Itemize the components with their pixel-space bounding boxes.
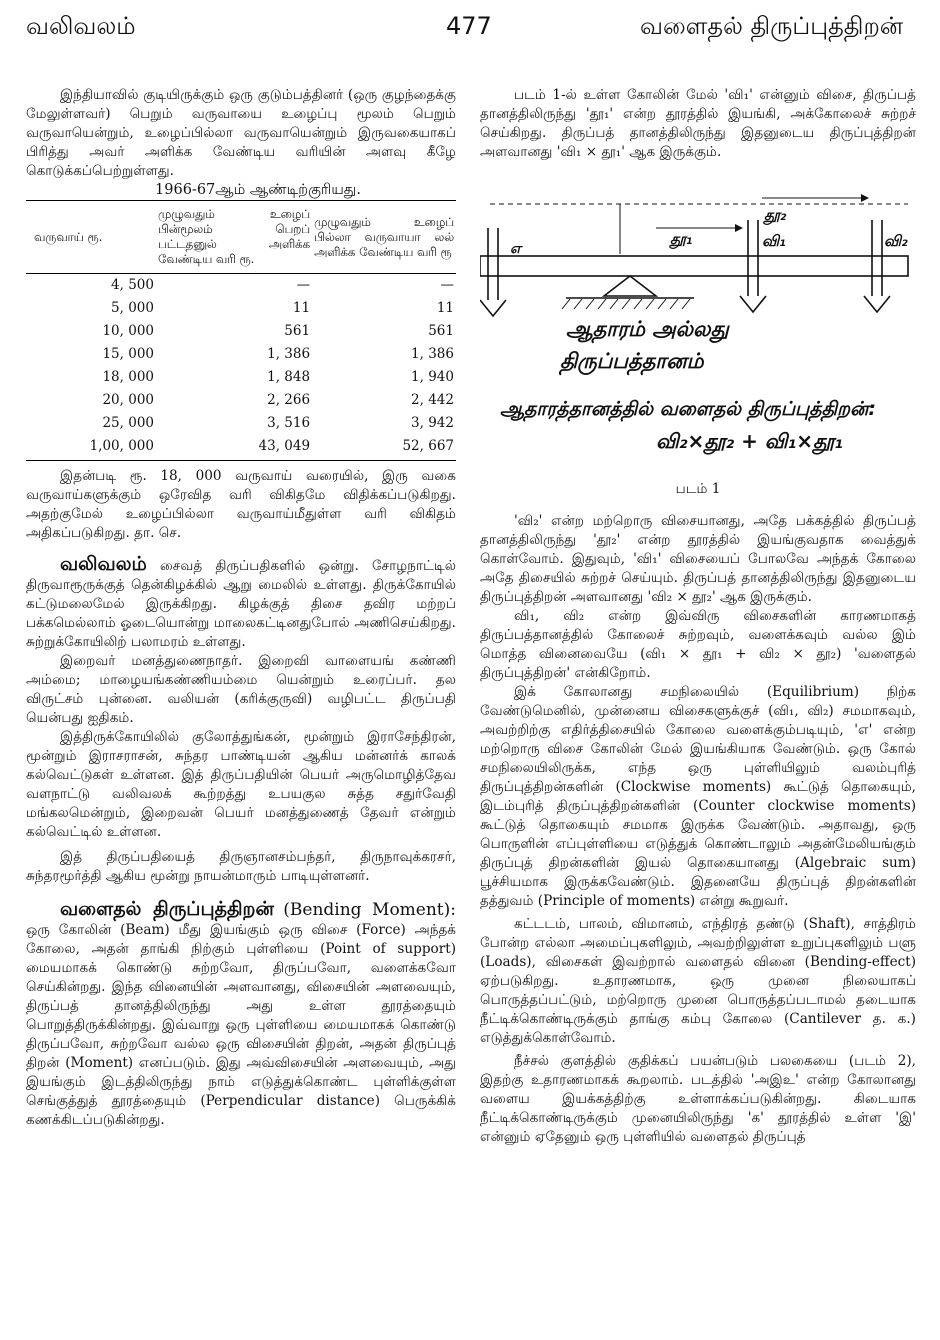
right-p2: 'வி₂' என்ற மற்றொரு விசையானது, அதே பக்கத்தில் திருப்பத் தானத்திலிருந்து 'தூ₂' என்ற தூரத்தில் இயங்குவதாக வைத்துக் கொள்வோம். இதுவும், 'வி₁' விசையைப் போலவே அந்தக் கோலை அதே திசையில் சுற்றச் செய்யும். திருப்பத் தானத்திலிருந்து இதனுடைய திருப்புத்திறன் அளவானது 'வி₂ × தூ₂' ஆக இருக்கும். bbox=[480, 513, 916, 605]
cell-earned-tax: 2, 266 bbox=[267, 392, 311, 408]
tax-table bbox=[26, 200, 456, 461]
valivalam-entry-p3: இத்திருக்கோயிலில் குலோத்துங்கன், மூன்றும் இராசேந்திரன், மூன்றும் இராசராசன், சுந்தர பாண்டியன் ஆகிய மன்னர்க் காலக் கல்வெட்டுகள் உள்ளன. இத் திருப்பதியின் பெயர் அருமொழித்தேவ வளநாட்டு வலிவலக் கூற்றத்து உபயகுல சுத்த சதுர்வேதி மங்கலமென்றும், இறைவன் பெயர் மனத்துணைத் தேவர் என்றும் கல்வெட்டில் உள்ளன. bbox=[26, 729, 456, 840]
cell-income: 4, 500 bbox=[111, 277, 154, 293]
table-header-row bbox=[26, 201, 456, 274]
cell-unearned-tax: 11 bbox=[436, 300, 454, 316]
cell-income: 10, 000 bbox=[102, 323, 154, 339]
table-row bbox=[26, 412, 456, 435]
page-number: 477 bbox=[446, 12, 492, 40]
formula-line-1: ஆதாரத்தானத்தில் வளைதல் திருப்புத்திறன்: bbox=[500, 398, 877, 420]
left-column bbox=[26, 86, 456, 1130]
table-row bbox=[26, 435, 456, 461]
right-p5: கட்டடம், பாலம், விமானம், எந்திரத் தண்டு (Shaft), சாத்திரம் போன்ற எல்லா அமைப்புகளிலும், அவற்றிலுள்ள உறுப்புகளிலும் பளு (Loads), விசைகள் இவற்றால் வளைதல் வினை (Bending-effect) ஏற்படுகிறது. உதாரணமாக, ஒரு முனை நிலையாகப் பொருத்தப்பட்டும், மற்றொரு முனை பொருத்தப்படாமல் தடையாக நீட்டிக்கொண்டிருக்கும் தாங்கு கம்பு கோலை (Cantilever த. க.) எடுத்துக்கொள்வோம். bbox=[480, 916, 916, 1046]
table-row bbox=[26, 274, 456, 298]
cell-income: 18, 000 bbox=[102, 369, 154, 385]
bending-entry bbox=[26, 900, 456, 1130]
right-column bbox=[480, 86, 916, 1147]
cell-income: 5, 000 bbox=[111, 300, 154, 316]
tax-conclusion: இதன்படி ரூ. 18, 000 வருவாய் வரையில், இரு வகை வருவாய்களுக்கும் ஒரேவித வரி விகிதமே விதிக்கப்படுகிறது. அதற்குமேல் உழைப்பில்லா வருவாய்மீதுள்ள வரி விகிதம் அதிகப்படுகிறது. தா. செ. bbox=[26, 468, 456, 541]
running-head-left: வலிவலம் bbox=[26, 12, 136, 40]
support-caption-1: ஆதாரம் அல்லது bbox=[566, 317, 729, 341]
support-caption-2: திருப்பத்தானம் bbox=[560, 349, 704, 373]
cell-earned-tax: 3, 516 bbox=[267, 415, 311, 431]
running-head-right: வளைதல் திருப்புத்திறன் bbox=[640, 12, 904, 40]
col-header-earned: முழுவதும் உழைப் பின்மூலம் பெறப் பட்டதனுல் அளிக்க வேண்டிய வரி ரூ. bbox=[156, 201, 312, 274]
label-too1: தூ₁ bbox=[670, 230, 693, 248]
right-p4: இக் கோலானது சமநிலையில் (Equilibrium) நிற்க வேண்டுமெனில், முன்னைய விசைகளுக்குச் (வி₁, வி₂) சமமாகவும், அவற்றிற்கு எதிர்த்திசையில் கோலை வளைக்கும்படியும், 'எ' என்ற மற்றொரு விசை கோலின் மேல் இயங்கியாக வேண்டும். ஒரு கோல் சமநிலையிலிருக்க, எந்த ஒரு புள்ளியிலும் வலம்புரித் திருப்புத்திறன்களின் (Clockwise moments) கூட்டுத் தொகையும், இடம்புரித் திருப்புத்திறன்களின் (Counter clockwise moments) கூட்டுத் தொகையும் சமமாக இருக்க வேண்டும். அதாவது, ஒரு பொருளின் எப்புள்ளியை எடுத்துக் கொண்டாலும் அதன்மேலியங்கும் திருப்புத் திறன்களின் இயல் தொகையானது (Algebraic sum) பூச்சியமாக இருக்கவேண்டும். இதனையே திருப்புத் திறன்களின் தத்துவம் (Principle of moments) என்று கூறுவர். bbox=[480, 684, 916, 909]
table-row bbox=[26, 389, 456, 412]
valivalam-entry-p2: இறைவர் மனத்துணைநாதர். இறைவி வாளையங் கண்ணி அம்மை; மாழையங்கண்ணியம்மை யென்றும் உரைப்பர். தல விருட்சம் புன்னை. வலியன் (கரிக்குருவி) வழிபட்ட திருப்பதி யென்பது ஐதிகம். bbox=[26, 653, 456, 726]
right-p3: வி₁, வி₂ என்ற இவ்விரு விசைகளின் காரணமாகத் திருப்பத்தானத்தில் கோலைச் சுற்றவும், வளைக்கவும் வல்ல இம் மொத்த வினைவையே (வி₁ × தூ₁ + வி₂ × தூ₂) 'வளைதல் திருப்புத்திறன்' என்கிறோம். bbox=[480, 608, 916, 681]
cell-unearned-tax: 1, 940 bbox=[411, 369, 454, 385]
cell-income: 25, 000 bbox=[102, 415, 154, 431]
cell-earned-tax: 11 bbox=[292, 300, 311, 316]
valivalam-entry-p1 bbox=[26, 555, 456, 652]
cell-unearned-tax: — bbox=[440, 277, 454, 293]
valivalam-entry-p4: இத் திருப்பதியைத் திருஞானசம்பந்தர், திருநாவுக்கரசர், சுந்தரமூர்த்தி ஆகிய மூன்று நாயன்மாரும் பாடியுள்ளனர். bbox=[26, 849, 456, 884]
right-p1: படம் 1-ல் உள்ள கோலின் மேல் 'வி₁' என்னும் விசை, திருப்பத் தானத்திலிருந்து 'தூ₁' என்ற தூரத்தில் இயங்கி, அக்கோலைச் சுற்றச் செய்கிறது. திருப்பத் தானத்திலிருந்து இதனுடைய திருப்புத்திறன் அளவானது 'வி₁ × தூ₁' ஆக இருக்கும். bbox=[480, 87, 916, 160]
cell-earned-tax: 43, 049 bbox=[156, 435, 312, 461]
cell-earned-tax: 1, 848 bbox=[267, 369, 311, 385]
cell-earned-tax: 1, 386 bbox=[267, 346, 311, 362]
col-header-unearned: முழுவதும் உழைப் பில்லா வருவாயா லல் அளிக்க வேண்டிய வரி ரூ bbox=[312, 201, 456, 274]
table-row bbox=[26, 320, 456, 343]
figure-caption: படம் 1 bbox=[675, 481, 721, 497]
label-too2: தூ₂ bbox=[764, 206, 787, 224]
figure-1 bbox=[480, 168, 916, 608]
cell-earned-tax: — bbox=[296, 277, 311, 293]
formula-line-2: வி₂×தூ₂ + வி₁×தூ₁ bbox=[656, 429, 843, 453]
label-vi2: வி₂ bbox=[884, 232, 908, 250]
cell-unearned-tax: 561 bbox=[428, 323, 454, 339]
label-vi1: வி₁ bbox=[762, 232, 786, 250]
bending-heading-en: (Bending Moment): bbox=[283, 900, 456, 920]
cell-income: 15, 000 bbox=[102, 346, 154, 362]
right-p6: நீச்சல் குளத்தில் குதிக்கப் பயன்படும் பலகையை (படம் 2), இதற்கு உதாரணமாகக் கூறலாம். படத்தில் 'அஇஉ' என்ற கோலானது வளைய இயக்கத்திற்கு உள்ளாக்கப்படுகின்றது. கிடையாக நீட்டிக்கொண்டிருக்கும் முனையிலிருந்து 'க' தூரத்தில் உள்ள 'இ' என்னும் ஏதேனும் ஒரு புள்ளியில் வளைதல் திருப்புத் bbox=[480, 1053, 916, 1145]
cell-unearned-tax: 1, 386 bbox=[411, 346, 454, 362]
table-row bbox=[26, 366, 456, 389]
cell-income: 1,00, 000 bbox=[26, 435, 156, 461]
bending-heading: வளைதல் திருப்புத்திறன் bbox=[60, 898, 274, 920]
col-header-income: வருவாய் ரூ. bbox=[26, 201, 156, 274]
valivalam-text-1: சைவத் திருப்பதிகளில் ஒன்று. சோழநாட்டில் திருவாரூருக்குத் தென்கிழக்கில் ஆறு மைலில் உள்ளது. திருக்கோயில் கட்டுமலைமேல் இருக்கிறது. கிழக்குத் திசை தவிர மற்றப் பக்கமெல்லாம் ஓடையொன்று மாலைகட்டினதுபோல் அணிசெய்கிறது. சுற்றுக்கோயிலிற் பலாமரம் உள்ளது. bbox=[26, 558, 456, 650]
table-title: 1966-67ஆம் ஆண்டிற்குரியது. bbox=[155, 182, 361, 198]
table-row bbox=[26, 343, 456, 366]
cell-unearned-tax: 52, 667 bbox=[312, 435, 456, 461]
cell-income: 20, 000 bbox=[102, 392, 154, 408]
cell-earned-tax: 561 bbox=[284, 323, 311, 339]
valivalam-heading: வலிவலம் bbox=[60, 553, 147, 575]
table-row bbox=[26, 297, 456, 320]
cell-unearned-tax: 2, 442 bbox=[411, 392, 454, 408]
tax-intro: இந்தியாவில் குடியிருக்கும் ஒரு குடும்பத்தினர் (ஒரு குழந்தைக்கு மேலுள்ளவர்) பெறும் வருவாயை உழைப்பு மூலம் பெறும் வருவாயென்றும், உழைப்பில்லா வருவாயென்றும் இருவகையாகப் பிரித்து அவர் அளிக்க வேண்டிய வரியின் அளவு கீழே கொடுக்கப்பெற்றுள்ளது. bbox=[26, 87, 456, 179]
cell-unearned-tax: 3, 942 bbox=[411, 415, 454, 431]
bending-text: ஒரு கோலின் (Beam) மீது இயங்கும் ஒரு விசை (Force) அந்தக் கோலை, அதன் தாங்கி நிற்கும் புள்ளியை (Point of support) மையமாகக் கொண்டு சுற்றவோ, திருப்பவோ, வளைக்கவோ செய்கின்றது. இந்த வினையின் அளவானது, விசையின் அளவையும், திருப்பத் தானத்திலிருந்து அது உள்ள தூரத்தையும் பொறுத்திருக்கின்றது. இவ்வாறு ஒரு புள்ளியை மையமாகக் கொண்டு திருப்பவோ, சுற்றவோ வல்ல ஒரு விசையின் திறன், அதன் திருப்புத் திறன் (Moment) எனப்படும். இது அவ்விசையின் அளவையும், அது இயங்கும் இடத்திலிருந்து நாம் எடுத்துக்கொண்ட புள்ளிக்குள்ள செங்குத்துத் தூரத்தையும் (Perpendicular distance) பெருக்கிக் கணக்கிடப்படுகின்றது. bbox=[26, 922, 456, 1128]
beam bbox=[480, 256, 908, 276]
label-e: எ bbox=[510, 241, 521, 257]
beam-diagram bbox=[480, 168, 916, 608]
support-triangle bbox=[604, 276, 656, 296]
